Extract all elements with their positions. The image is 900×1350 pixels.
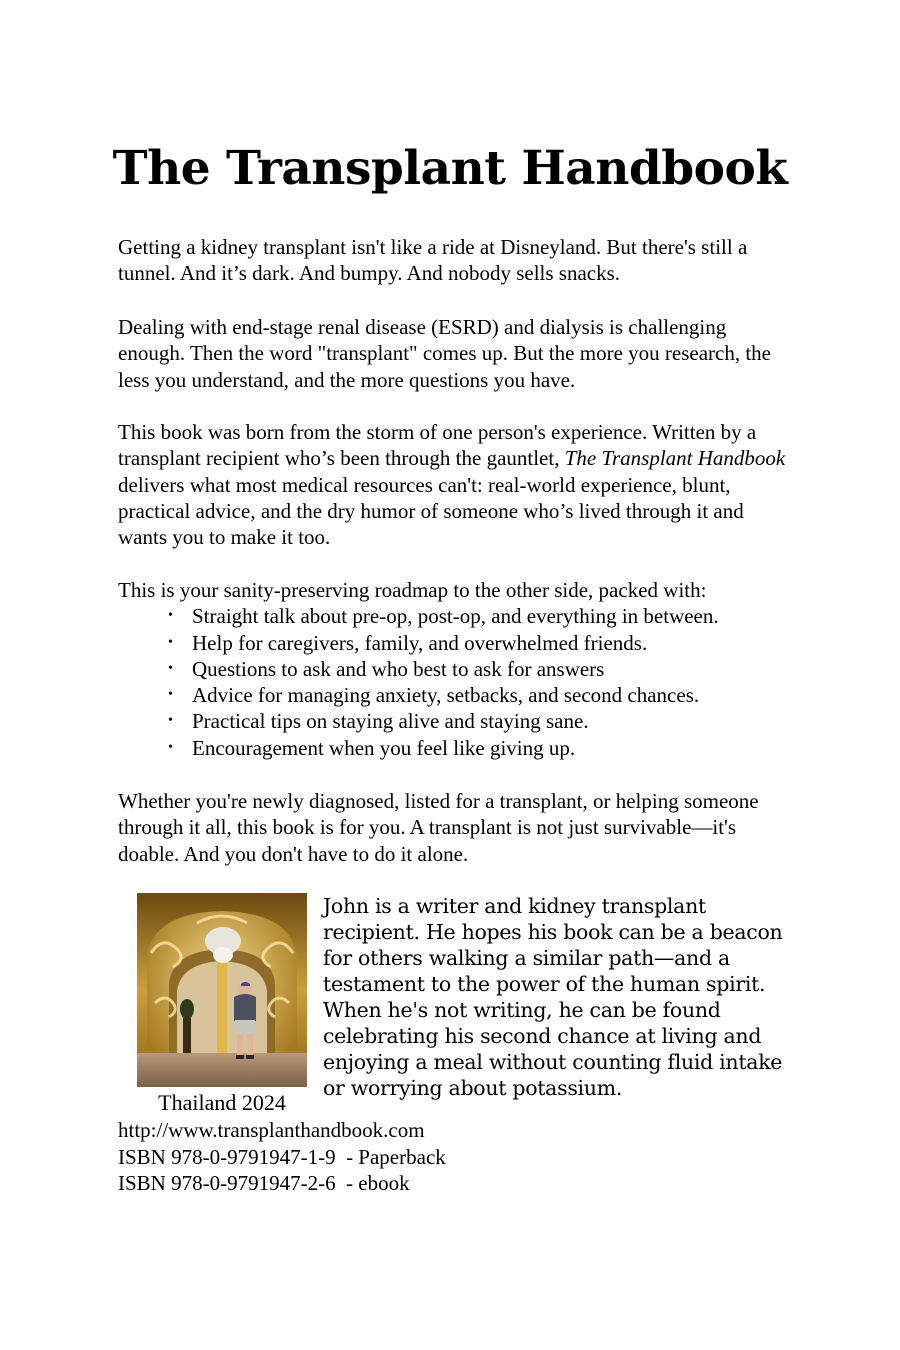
- intro-paragraph: [118, 234, 786, 287]
- paragraph-text: Whether you're newly diagnosed, listed for a transplant, or helping someone through it all, this book is for you. A transplant is not just survivable—it's doable. And you don't have to do it alone.: [118, 789, 759, 866]
- photo-caption: Thailand 2024: [158, 1090, 286, 1115]
- esrd-paragraph: [118, 314, 786, 393]
- author-bio: John is a writer and kidney transplant recipient. He hopes his book can be a beacon for others walking a similar path—and a testament to the power of the human spirit. When he's not writing, he can be found celebrating his second chance at living and enjoying a meal without counting fluid intake or worrying about potassium.: [323, 894, 783, 1100]
- list-item: [118, 682, 786, 708]
- paragraph-text: delivers what most medical resources can't: real-world experience, blunt, practical advice, and the dry humor of someone who’s lived through it and wants you to make it too.: [118, 472, 744, 550]
- author-photo-illustration: [137, 893, 307, 1087]
- isbn-ebook: ISBN 978-0-9791947-2-6 - ebook: [118, 1171, 410, 1195]
- bullet-icon: •: [168, 687, 173, 703]
- paragraph-text: Dealing with end-stage renal disease (ESRD) and dialysis is challenging enough. Then the word "transplant" comes up. But the more you research, the less you understand, and the more questions you have.: [118, 315, 771, 392]
- author-photo: [137, 893, 307, 1087]
- bullet-icon: •: [168, 634, 173, 650]
- website-link[interactable]: http://www.transplanthandbook.com: [118, 1118, 425, 1142]
- bullet-icon: •: [168, 739, 173, 755]
- list-item-text: Questions to ask and who best to ask for answers: [192, 656, 605, 681]
- bullet-icon: •: [168, 608, 173, 624]
- roadmap-section: [118, 577, 786, 761]
- list-item-text: Encouragement when you feel like giving up.: [192, 735, 576, 760]
- bullet-icon: •: [168, 660, 173, 676]
- isbn-paperback: ISBN 978-0-9791947-1-9 - Paperback: [118, 1144, 446, 1169]
- list-item: [118, 603, 786, 629]
- list-item-text: Help for caregivers, family, and overwhelmed friends.: [192, 630, 648, 655]
- list-item-text: Straight talk about pre-op, post-op, and everything in between.: [192, 604, 719, 629]
- book-title: The Transplant Handbook: [112, 141, 788, 196]
- publication-info: [118, 1117, 446, 1197]
- bullet-icon: •: [168, 713, 173, 729]
- book-title-italic: The Transplant Handbook: [564, 446, 786, 471]
- paragraph-text: This book was born from the storm of one person's experience. Written by a transplant recipient who’s been through the gauntlet,: [118, 420, 757, 471]
- paragraph-text: Getting a kidney transplant isn't like a ride at Disneyland. But there's still a tunnel. And it’s dark. And bumpy. And nobody sells snacks.: [118, 235, 748, 286]
- list-item: [118, 630, 786, 656]
- list-item-text: Practical tips on staying alive and staying sane.: [192, 709, 589, 734]
- list-item: [118, 735, 786, 761]
- list-item-text: Advice for managing anxiety, setbacks, and second chances.: [192, 683, 700, 708]
- feature-list: [118, 603, 786, 761]
- list-item: [118, 656, 786, 682]
- closing-paragraph: [118, 788, 786, 867]
- roadmap-intro: This is your sanity-preserving roadmap to the other side, packed with:: [118, 578, 707, 602]
- list-item: [118, 708, 786, 734]
- origin-paragraph: [118, 419, 786, 550]
